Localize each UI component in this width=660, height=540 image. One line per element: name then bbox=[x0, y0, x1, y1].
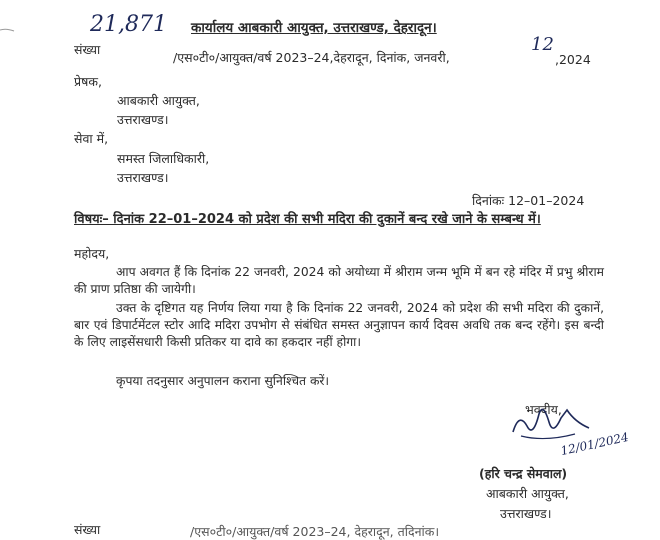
handwritten-dispatch-number: 21,871 bbox=[90, 12, 167, 37]
sender-line-2: उत्तराखण्ड। bbox=[117, 112, 169, 127]
footer-reference-line: /एस०टी०/आयुक्त/वर्ष 2023–24, देहरादून, तदिनांक। bbox=[190, 524, 440, 539]
sender-label: प्रेषक, bbox=[74, 74, 102, 89]
reference-line: /एस०टी०/आयुक्त/वर्ष 2023–24,देहरादून, दिनांक, जनवरी, bbox=[173, 50, 450, 65]
recipient-line-2: उत्तराखण्ड। bbox=[117, 170, 169, 185]
signer-designation-2: उत्तराखण्ड। bbox=[500, 506, 552, 521]
scan-edge-mark bbox=[0, 26, 18, 34]
body-paragraph-1: आप अवगत हैं कि दिनांक 22 जनवरी, 2024 को अयोध्या में श्रीराम जन्म भूमि में बन रहे मंदिर में प्रभु श्रीराम की प्राण प्रतिष्ठा की जायेगी। bbox=[74, 265, 604, 296]
body-paragraph-2: उक्त के दृष्टिगत यह निर्णय लिया गया है कि दिनांक 22 जनवरी, 2024 को प्रदेश की सभी मदिरा की दुकानें, बार एवं डिपार्टमेंटल स्टोर आदि मदिरा उपभोग से संबंधित समस्त अनुज्ञापन कार्य दिवस अवधि तक बन्द रहेंगे। इस बन्दी के लिए लाइसेंसधारी किसी प्रतिकर या दावे का हकदार नहीं होगा। bbox=[74, 301, 604, 349]
sender-line-1: आबकारी आयुक्त, bbox=[117, 93, 200, 108]
salutation: महोदय, bbox=[74, 246, 110, 261]
recipient-line-1: समस्त जिलाधिकारी, bbox=[117, 151, 210, 166]
office-heading: कार्यालय आबकारी आयुक्त, उत्तराखण्ड, देहरादून। bbox=[191, 20, 437, 36]
sankhya-label: संख्या bbox=[74, 42, 101, 57]
signer-designation-1: आबकारी आयुक्त, bbox=[486, 486, 569, 501]
closing-bhavdiya: भवदीय, bbox=[525, 402, 562, 417]
recipient-label: सेवा में, bbox=[74, 131, 109, 146]
signer-name: (हरि चन्द्र सेमवाल) bbox=[479, 466, 568, 481]
footer-sankhya-label: संख्या bbox=[74, 522, 101, 537]
handwritten-day: 12 bbox=[531, 34, 554, 55]
subject-line: विषयः– दिनांक 22–01–2024 को प्रदेश की सभी मदिरा की दुकानें बन्द रखे जाने के सम्बन्ध में। bbox=[74, 212, 541, 227]
reference-year: ,2024 bbox=[555, 52, 591, 67]
letter-date: दिनांकः 12–01–2024 bbox=[472, 193, 585, 208]
body-paragraph-3: कृपया तदनुसार अनुपालन कराना सुनिश्चित करें। bbox=[116, 374, 330, 388]
signature-date: 12/01/2024 bbox=[559, 429, 630, 459]
